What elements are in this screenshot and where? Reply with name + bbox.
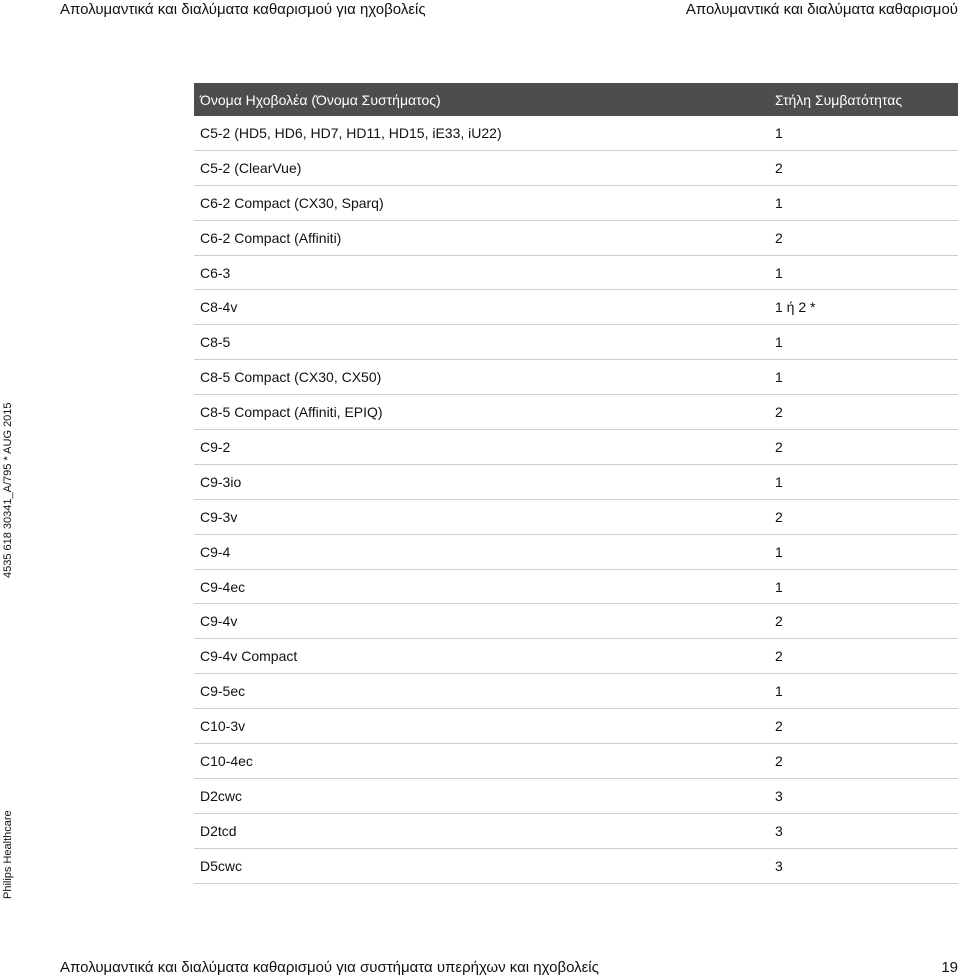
transducer-name-cell: D2tcd [194,813,765,848]
table-row [194,813,958,848]
transducer-name-cell: C6-2 Compact (CX30, Sparq) [194,185,765,220]
table-row [194,255,958,290]
running-header-left: Απολυμαντικά και διαλύματα καθαρισμού για ηχοβολείς [60,1,426,18]
compatibility-cell: 1 [765,534,958,569]
table-row [194,360,958,395]
compatibility-table [194,83,958,884]
table-row [194,430,958,465]
compatibility-cell: 2 [765,220,958,255]
table-row [194,325,958,360]
footer-title: Απολυμαντικά και διαλύματα καθαρισμού για συστήματα υπερήχων και ηχοβολείς [60,959,599,976]
compatibility-cell: 1 [765,569,958,604]
table-row [194,395,958,430]
transducer-name-cell: C8-5 [194,325,765,360]
transducer-name-cell: C9-4ec [194,569,765,604]
table-row [194,499,958,534]
compatibility-cell: 2 [765,499,958,534]
transducer-name-cell: C6-2 Compact (Affiniti) [194,220,765,255]
compatibility-cell: 2 [765,150,958,185]
table-row [194,639,958,674]
transducer-name-cell: C9-2 [194,430,765,465]
compatibility-cell: 1 [765,185,958,220]
table-body [194,116,958,883]
table-row [194,290,958,325]
transducer-name-cell: C9-3v [194,499,765,534]
brand-label: Philips Healthcare [2,810,14,899]
table-row [194,150,958,185]
compatibility-cell: 3 [765,848,958,883]
table-row [194,185,958,220]
transducer-name-cell: C10-3v [194,709,765,744]
transducer-name-cell: D2cwc [194,778,765,813]
table-row [194,464,958,499]
compatibility-cell: 1 [765,674,958,709]
transducer-name-cell: C8-4v [194,290,765,325]
table-row [194,744,958,779]
page-number: 19 [941,959,958,976]
compatibility-cell: 1 [765,255,958,290]
document-code: 4535 618 30341_A/795 * AUG 2015 [2,402,14,578]
transducer-name-cell: C6-3 [194,255,765,290]
table-row [194,569,958,604]
table-row [194,604,958,639]
running-header-right: Απολυμαντικά και διαλύματα καθαρισμού [685,1,958,18]
compatibility-cell: 1 [765,116,958,150]
compatibility-cell: 2 [765,709,958,744]
compatibility-cell: 2 [765,744,958,779]
table-row [194,848,958,883]
compatibility-cell: 2 [765,604,958,639]
transducer-name-cell: C8-5 Compact (CX30, CX50) [194,360,765,395]
transducer-name-cell: C9-4v Compact [194,639,765,674]
compatibility-cell: 3 [765,778,958,813]
transducer-name-cell: C5-2 (ClearVue) [194,150,765,185]
transducer-name-cell: C9-3io [194,464,765,499]
table-row [194,674,958,709]
compatibility-cell: 1 ή 2 * [765,290,958,325]
transducer-name-cell: C10-4ec [194,744,765,779]
transducer-name-cell: C9-4 [194,534,765,569]
compatibility-cell: 1 [765,325,958,360]
compatibility-cell: 2 [765,395,958,430]
compatibility-cell: 3 [765,813,958,848]
transducer-name-cell: C9-5ec [194,674,765,709]
table-row [194,116,958,150]
table-row [194,778,958,813]
table-row [194,534,958,569]
compatibility-cell: 1 [765,360,958,395]
compatibility-cell: 1 [765,464,958,499]
transducer-name-cell: C8-5 Compact (Affiniti, EPIQ) [194,395,765,430]
transducer-name-cell: C9-4v [194,604,765,639]
table-row [194,220,958,255]
column-header-compatibility: Στήλη Συμβατότητας [765,83,958,116]
compatibility-cell: 2 [765,639,958,674]
compatibility-cell: 2 [765,430,958,465]
transducer-name-cell: D5cwc [194,848,765,883]
column-header-transducer: Όνομα Ηχοβολέα (Όνομα Συστήματος) [194,83,765,116]
table-header-row [194,83,958,116]
table-row [194,709,958,744]
transducer-name-cell: C5-2 (HD5, HD6, HD7, HD11, HD15, iE33, iU22) [194,116,765,150]
